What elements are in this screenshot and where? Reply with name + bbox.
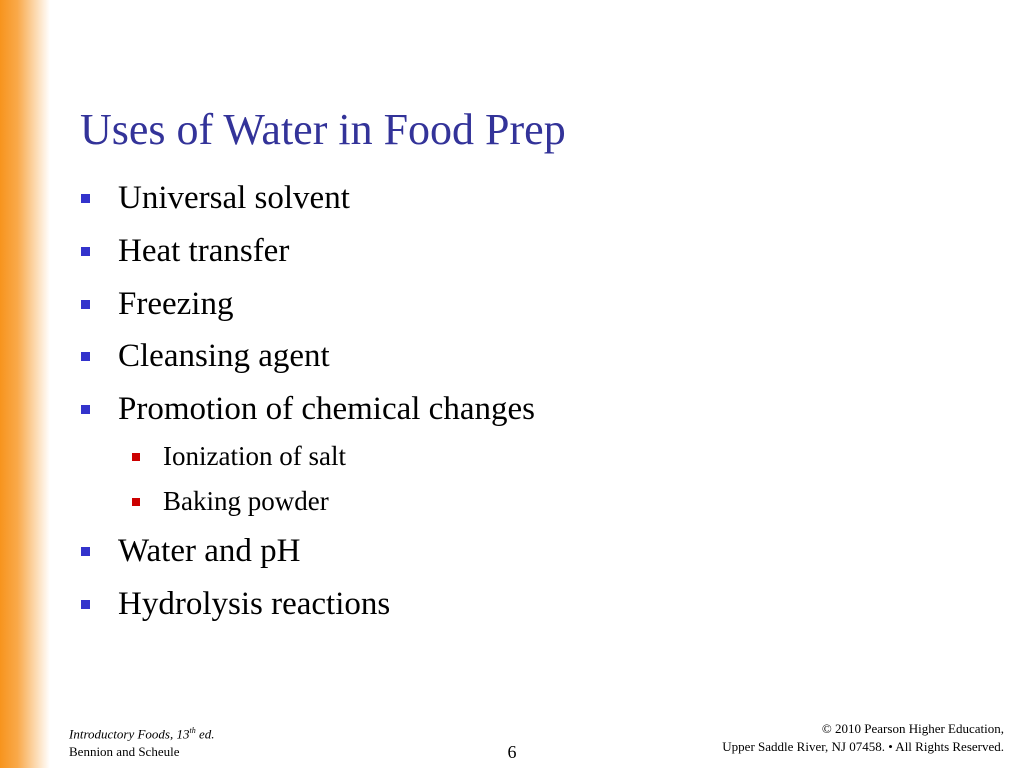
book-title: Introductory Foods, 13th ed. — [69, 726, 215, 742]
square-bullet-icon — [81, 352, 90, 361]
side-accent-bar — [0, 0, 50, 768]
square-bullet-icon — [81, 247, 90, 256]
square-bullet-icon — [81, 405, 90, 414]
square-sub-bullet-icon — [132, 453, 140, 461]
sub-bullet-text: Ionization of salt — [163, 441, 346, 471]
square-bullet-icon — [81, 600, 90, 609]
copyright-line-1: © 2010 Pearson Higher Education, — [821, 721, 1004, 736]
bullet-text: Universal solvent — [118, 180, 350, 216]
slide-title: Uses of Water in Food Prep — [80, 105, 566, 154]
bullet-item — [118, 336, 330, 376]
copyright-line-2: Upper Saddle River, NJ 07458. • All Rights Reserved. — [722, 739, 1004, 754]
sub-bullet-text: Baking powder — [163, 486, 329, 516]
sub-bullet-item — [163, 439, 346, 473]
bullet-text: Water and pH — [118, 533, 301, 569]
square-bullet-icon — [81, 300, 90, 309]
square-bullet-icon — [81, 547, 90, 556]
square-bullet-icon — [81, 194, 90, 203]
bullet-text: Cleansing agent — [118, 338, 330, 374]
square-sub-bullet-icon — [132, 498, 140, 506]
bullet-item — [118, 231, 289, 271]
bullet-text: Promotion of chemical changes — [118, 391, 535, 427]
footer-citation — [69, 722, 215, 761]
bullet-item — [118, 584, 390, 624]
book-authors: Bennion and Scheule — [69, 744, 180, 760]
bullet-item — [118, 531, 300, 571]
bullet-text: Hydrolysis reactions — [118, 586, 391, 622]
page-number: 6 — [507, 742, 517, 762]
bullet-item — [118, 284, 233, 324]
footer-copyright — [722, 720, 1004, 756]
bullet-text: Freezing — [118, 286, 234, 322]
sub-bullet-item — [163, 484, 329, 518]
bullet-item — [118, 389, 535, 429]
bullet-item — [118, 178, 350, 218]
bullet-text: Heat transfer — [118, 233, 290, 269]
